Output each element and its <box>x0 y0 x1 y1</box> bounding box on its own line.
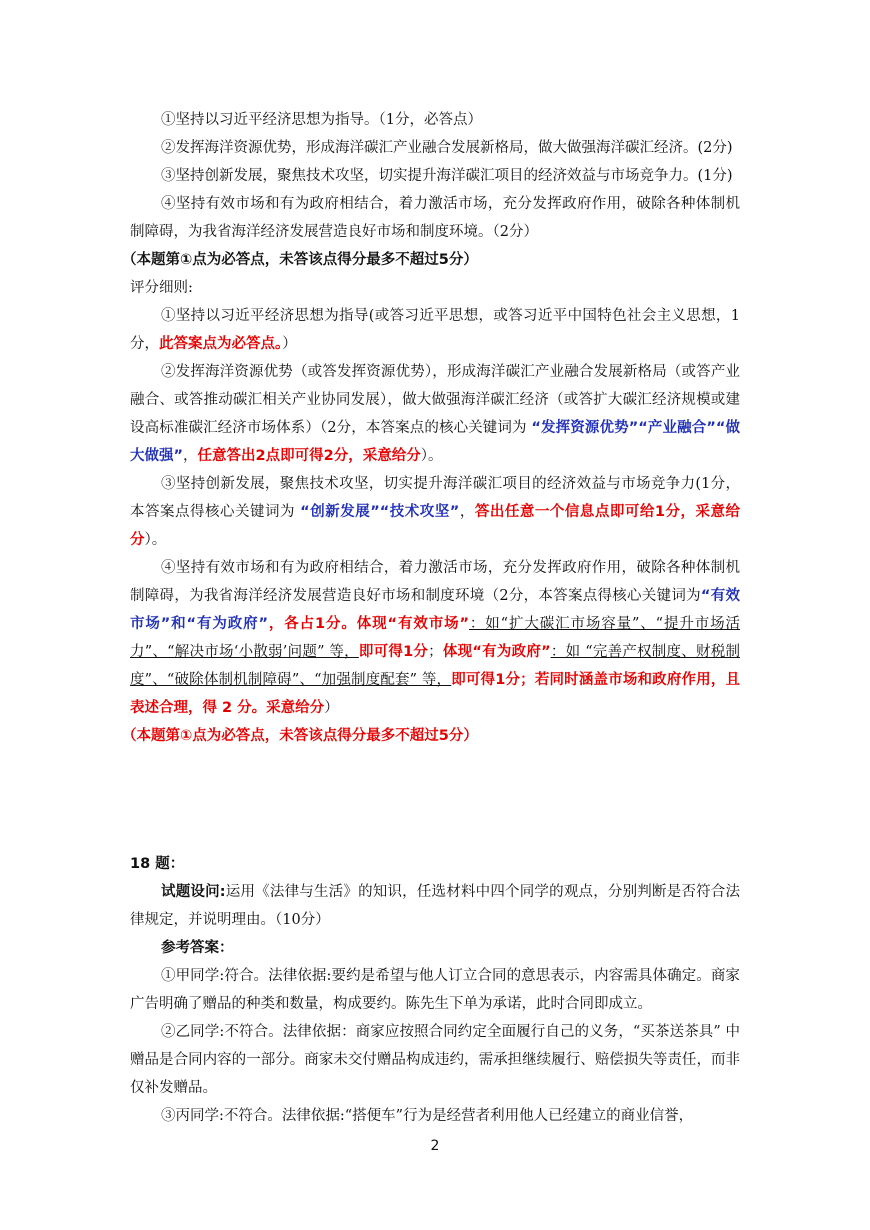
answer-4: ④坚持有效市场和有为政府相结合，着力激活市场，充分发挥政府作用，破除各种体制机制障碍，为我省海洋经济发展营造良好市场和制度环境。（2分） <box>130 196 740 240</box>
detail-heading: 评分细则: <box>130 280 193 296</box>
q18-answer-2: ②乙同学:不符合。法律依据：商家应按照合同约定全面履行自己的义务，“买茶送茶具” 中赠品是合同内容的一部分。商家未交付赠品构成违约，需承担继续履行、赔偿损失等责任，而非仅补发赠品。 <box>130 1024 740 1096</box>
detail-2-sep: ， <box>183 448 198 464</box>
detail-4-semicolon: ； <box>428 644 443 660</box>
detail-3-end: ）。 <box>144 532 167 548</box>
answer-2: ②发挥海洋资源优势，形成海洋碳汇产业融合发展新格局，做大做强海洋碳汇经济。(2分) <box>161 140 733 156</box>
detail-4-market-examples: ：如“扩大碳汇市场容量”、“提升市场活力”、“解决市场‘小散弱’问题” 等， <box>130 616 740 660</box>
detail-1-end: ） <box>282 336 297 352</box>
q18-question-text: 运用《法律与生活》的知识，任选材料中四个同学的观点，分别判断是否符合法律规定，并说明理由。（10分） <box>130 884 740 928</box>
detail-4-text: ④坚持有效市场和有为政府相结合，着力激活市场，充分发挥政府作用，破除各种体制机制障碍，为我省海洋经济发展营造良好市场和制度环境（2分，本答案点得核心关键词为 <box>130 560 740 604</box>
detail-4-gov-lead: 体现“有为政府” <box>442 644 551 660</box>
detail-4-market-lead: ，各占1分。体现“有效市场” <box>268 616 470 632</box>
detail-4 <box>130 554 740 722</box>
q18-answer-3: ③丙同学:不符合。法律依据:“搭便车”行为是经营者利用他人已经建立的商业信誉， <box>161 1108 694 1124</box>
detail-4-market-score: 即可得1分 <box>358 644 429 660</box>
q17-section <box>122 106 741 750</box>
detail-2-rule: 任意答出2点即可得2分，采意给分 <box>197 448 421 464</box>
detail-1-required: 此答案点为必答点。 <box>159 336 283 352</box>
detail-4-gov-score: 即可得1分；若同时涵盖市场和政府作用，且表述合理，得 2 分。采意给分 <box>130 672 741 716</box>
q18-heading: 18 题： <box>130 856 185 872</box>
detail-3-text: ③坚持创新发展，聚焦技术攻坚，切实提升海洋碳汇项目的经济效益与市场竞争力(1分，本答案点得核心关键词为 <box>130 476 740 520</box>
q18-question <box>130 878 740 934</box>
detail-3-rule: 答出任意一个信息点即可给1分，采意给分 <box>130 504 741 548</box>
answer-1: ①坚持以习近平经济思想为指导。（1分，必答点） <box>161 112 482 128</box>
detail-4-keywords: “有效市场”和“有为政府” <box>130 588 740 632</box>
required-point-note: （本题第①点为必答点，未答该点得分最多不超过5分） <box>122 252 478 268</box>
detail-2-end: ）。 <box>420 448 443 464</box>
detail-1 <box>130 302 740 358</box>
q18-answer-1: ①甲同学:符合。法律依据:要约是希望与他人订立合同的意思表示，内容需具体确定。商家广告明确了赠品的种类和数量，构成要约。陈先生下单为承诺，此时合同即成立。 <box>130 968 740 1012</box>
detail-3-keywords: “创新发展”“技术攻坚” <box>300 504 460 520</box>
detail-2-text: ②发挥海洋资源优势（或答发挥资源优势），形成海洋碳汇产业融合发展新格局（或答产业融合、或答推动碳汇相关产业协同发展），做大做强海洋碳汇经济（或答扩大碳汇经济规模或建设高标准碳汇经济市场体系）（2分，本答案点的核心关键词为 <box>130 364 740 436</box>
detail-3-sep: ， <box>459 504 475 520</box>
required-point-note-2: （本题第①点为必答点，未答该点得分最多不超过5分） <box>122 728 478 744</box>
detail-2 <box>130 358 740 470</box>
answer-3: ③坚持创新发展，聚焦技术攻坚，切实提升海洋碳汇项目的经济效益与市场竞争力。(1分) <box>161 168 733 184</box>
detail-2-keywords: “发挥资源优势”“产业融合”“做大做强” <box>130 420 740 464</box>
detail-3 <box>130 470 740 554</box>
detail-4-gov-examples: ：如 “完善产权制度、财税制度”、“破除体制机制障碍”、“加强制度配套” 等， <box>130 644 740 688</box>
page-number: 2 <box>430 1138 440 1154</box>
detail-4-end: ） <box>324 700 339 716</box>
q18-section <box>130 850 740 1130</box>
detail-1-text: ①坚持以习近平经济思想为指导(或答习近平思想，或答习近平中国特色社会主义思想，1分， <box>130 308 740 352</box>
q18-question-label: 试题设问: <box>161 884 226 900</box>
q18-ref-label: 参考答案： <box>161 940 234 956</box>
